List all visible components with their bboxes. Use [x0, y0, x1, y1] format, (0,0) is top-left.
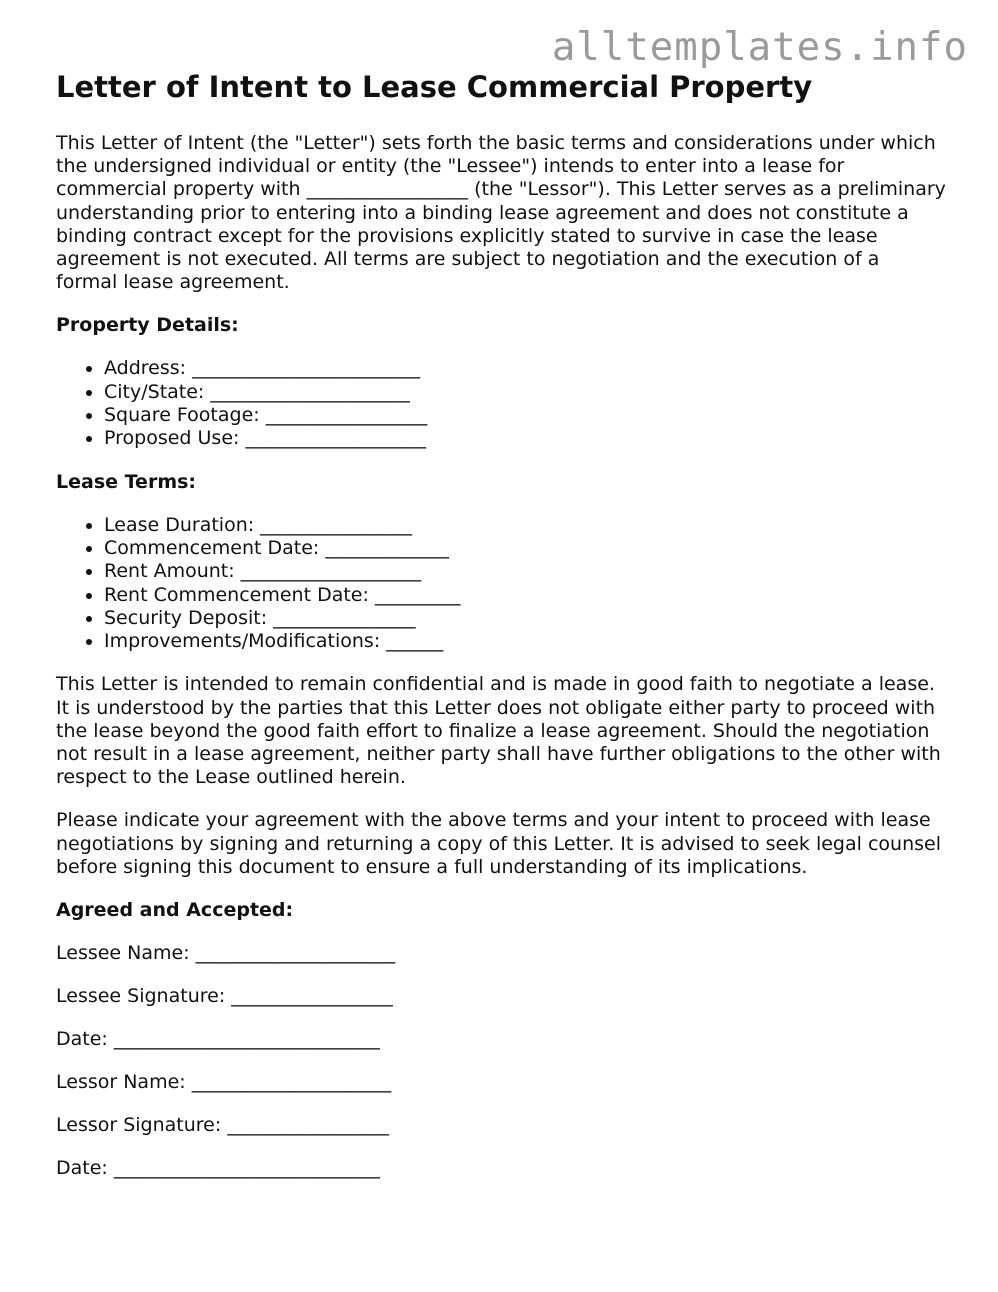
- property-city-state-field: • City/State: _____________________: [104, 381, 946, 404]
- lease-terms-heading: Lease Terms:: [56, 470, 197, 493]
- property-address-field: • Address: ________________________: [104, 357, 946, 380]
- property-details-heading: Property Details:: [56, 314, 239, 337]
- property-square-footage-field: • Square Footage: _________________: [104, 404, 946, 427]
- intro-paragraph: This Letter of Intent (the "Letter") sets forth the basic terms and considerations under which the undersigned individual or entity (the "Lessee") intends to enter into a lease for commercial property with _________________ (the "Lessor"). This Letter serves as a preliminary understanding prior to entering into a binding lease agreement and does not constitute a binding contract except for the provisions explicitly stated to survive in case the lease agreement is not executed. All terms are subject to negotiation and the execution of a formal lease agreement.: [56, 132, 946, 294]
- lessor-date-field: Date: ____________________________: [56, 1157, 380, 1180]
- confidentiality-paragraph: This Letter is intended to remain confidential and is made in good faith to negotiate a lease. It is understood by the parties that this Letter does not obligate either party to proceed with the lease beyond the good faith effort to finalize a lease agreement. Should the negotiation not result in a lease agreement, neither party shall have further obligations to the other with respect to the Lease outlined herein.: [56, 673, 941, 789]
- property-proposed-use-field: • Proposed Use: ___________________: [104, 427, 946, 450]
- lessor-name-field: Lessor Name: _____________________: [56, 1071, 392, 1094]
- rent-amount-field: • Rent Amount: ___________________: [104, 560, 946, 583]
- lease-terms-list: [56, 514, 946, 654]
- lease-duration-field: • Lease Duration: ________________: [104, 514, 946, 537]
- lessee-date-field: Date: ____________________________: [56, 1028, 380, 1051]
- document: [56, 68, 946, 1200]
- lessor-signature-field: Lessor Signature: _________________: [56, 1114, 389, 1137]
- property-details-list: [56, 357, 946, 450]
- lessee-name-field: Lessee Name: _____________________: [56, 942, 396, 965]
- agreement-instruction-paragraph: Please indicate your agreement with the above terms and your intent to proceed with lease negotiations by signing and returning a copy of this Letter. It is advised to seek legal counsel before signing this document to ensure a full understanding of its implications.: [56, 809, 941, 878]
- document-title: Letter of Intent to Lease Commercial Property: [56, 70, 813, 104]
- rent-commencement-date-field: • Rent Commencement Date: _________: [104, 584, 946, 607]
- watermark: alltemplates.info: [551, 25, 968, 70]
- agreed-accepted-heading: Agreed and Accepted:: [56, 899, 294, 922]
- lessee-signature-field: Lessee Signature: _________________: [56, 985, 393, 1008]
- improvements-field: • Improvements/Modifications: ______: [104, 630, 946, 653]
- commencement-date-field: • Commencement Date: _____________: [104, 537, 946, 560]
- security-deposit-field: • Security Deposit: _______________: [104, 607, 946, 630]
